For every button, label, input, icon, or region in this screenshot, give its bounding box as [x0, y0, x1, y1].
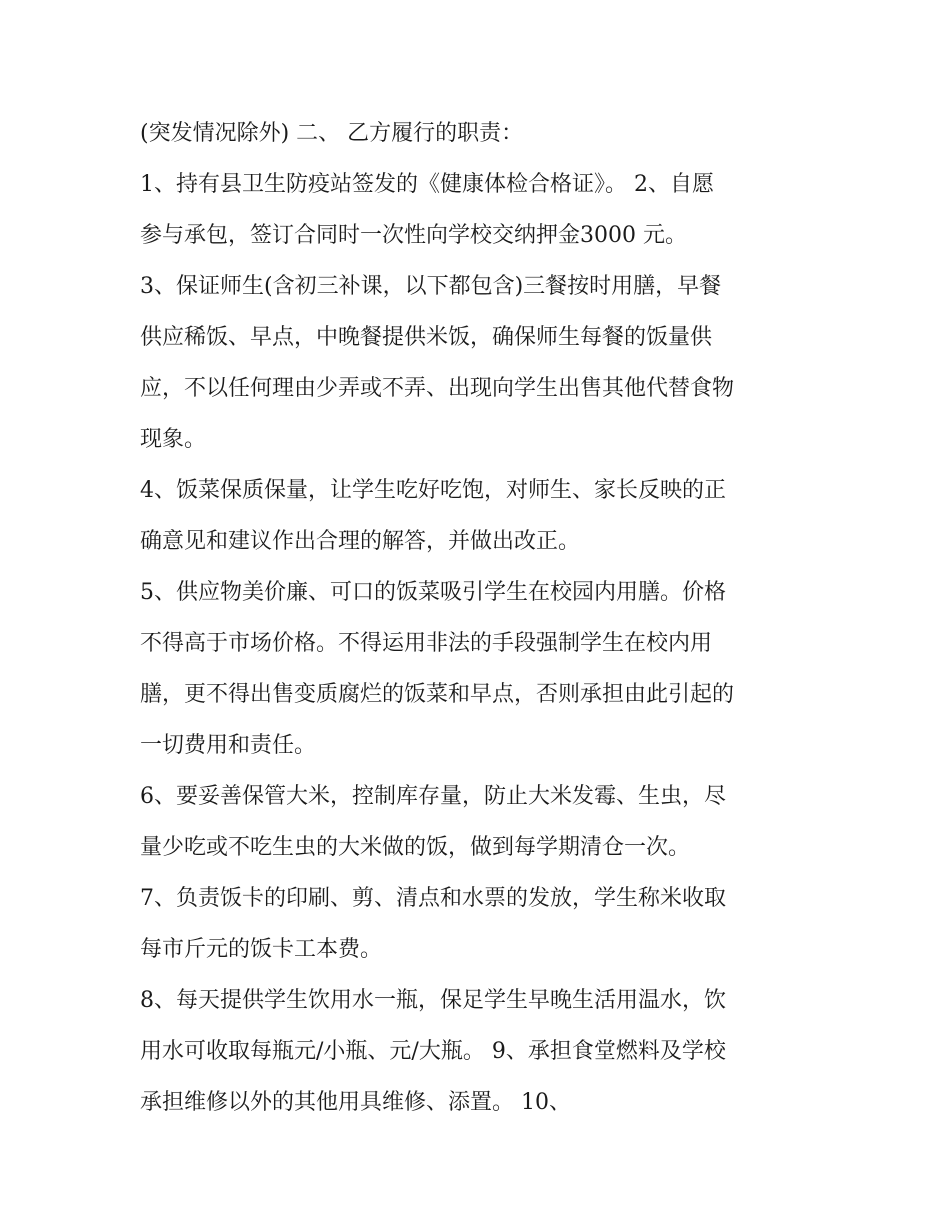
text-line: 1、持有县卫生防疫站签发的《健康体检合格证》。 2、自愿: [140, 172, 714, 197]
text-line: 不得高于市场价格。不得运用非法的手段强制学生在校内用: [140, 631, 713, 656]
document-body: [140, 108, 820, 1128]
text-line: 确意见和建议作出合理的解答，并做出改正。: [140, 529, 581, 554]
text-line: 5、供应物美价廉、可口的饭菜吸引学生在校园内用膳。价格: [140, 580, 726, 605]
text-line: 膳，更不得出售变质腐烂的饭菜和早点，否则承担由此引起的: [140, 682, 735, 707]
text-line: 一切费用和责任。: [140, 733, 317, 758]
text-line: 8、每天提供学生饮用水一瓶，保足学生早晚生活用温水，饮: [140, 988, 726, 1013]
text-line: (突发情况除外) 二、 乙方履行的职责：: [140, 121, 524, 146]
text-line: 4、饭菜保质保量，让学生吃好吃饱，对师生、家长反映的正: [140, 478, 726, 503]
text-line: 供应稀饭、早点，中晚餐提供米饭，确保师生每餐的饭量供: [140, 325, 713, 350]
text-line: 承担维修以外的其他用具维修、添置。 10、: [140, 1090, 571, 1115]
text-line: 参与承包，签订合同时一次性向学校交纳押金3000 元。: [140, 223, 687, 248]
text-line: 3、保证师生(含初三补课，以下都包含)三餐按时用膳，早餐: [140, 274, 722, 299]
text-line: 量少吃或不吃生虫的大米做的饭，做到每学期清仓一次。: [140, 835, 691, 860]
text-line: 现象。: [140, 427, 207, 452]
text-line: 7、负责饭卡的印刷、剪、清点和水票的发放，学生称米收取: [140, 886, 726, 911]
text-line: 每市斤元的饭卡工本费。: [140, 937, 383, 962]
text-line: 6、要妥善保管大米，控制库存量，防止大米发霉、生虫，尽: [140, 784, 726, 809]
text-line: 应，不以任何理由少弄或不弄、出现向学生出售其他代替食物: [140, 376, 735, 401]
text-line: 用水可收取每瓶元/小瓶、元/大瓶。 9、承担食堂燃料及学校: [140, 1039, 726, 1064]
